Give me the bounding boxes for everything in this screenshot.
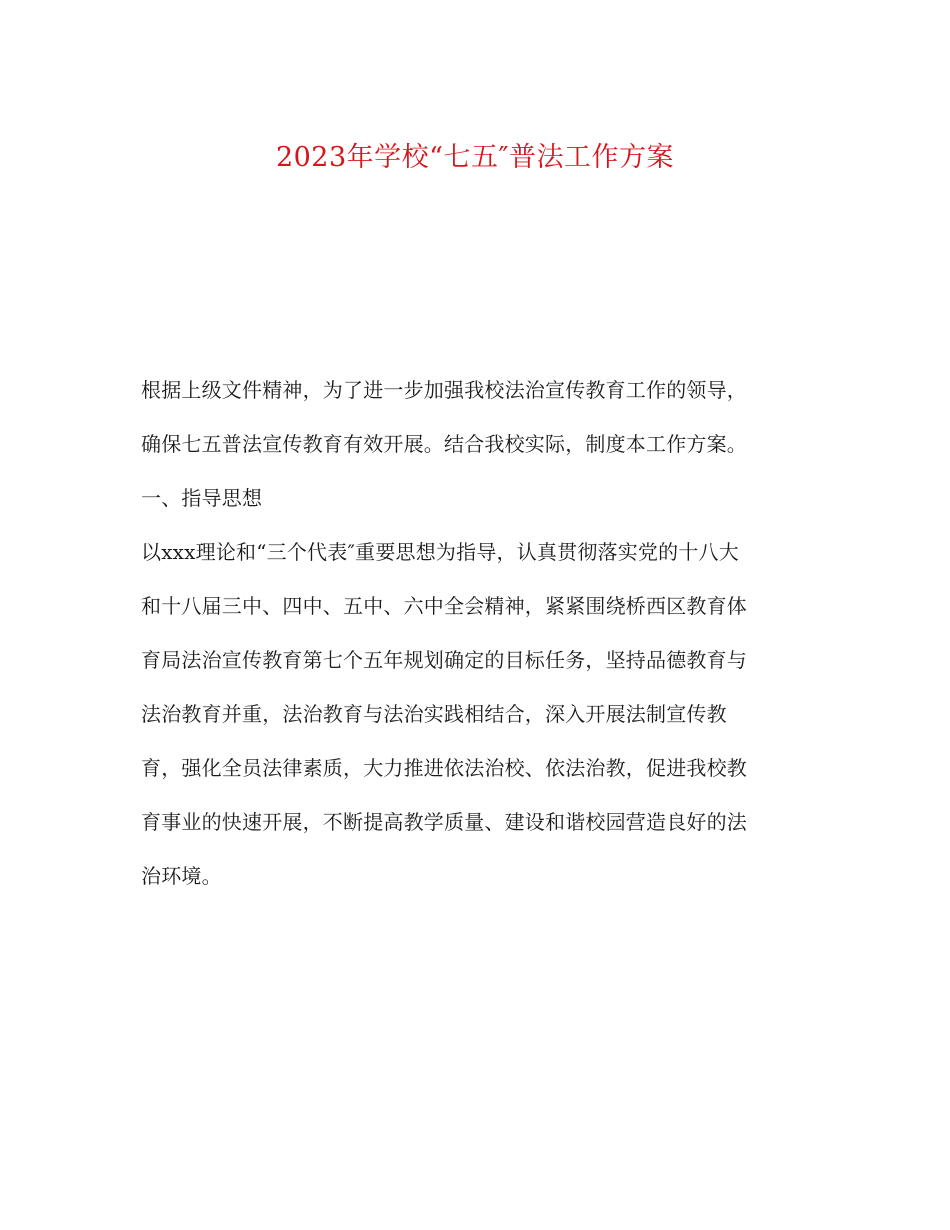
document-title: 2023年学校“七五″普法工作方案 bbox=[275, 142, 675, 173]
body-line: 育，强化全员法律素质，大力推进依法治校、依法治教，促进我校教 bbox=[141, 756, 747, 780]
body-line: 治环境。 bbox=[141, 864, 222, 888]
body-line: 以xxx理论和“三个代表″重要思想为指导，认真贯彻落实党的十八大 bbox=[141, 540, 739, 564]
body-line: 确保七五普法宣传教育有效开展。结合我校实际，制度本工作方案。 bbox=[141, 432, 747, 456]
body-line: 育局法治宣传教育第七个五年规划确定的目标任务，坚持品德教育与 bbox=[141, 648, 747, 672]
document-body bbox=[141, 370, 821, 910]
body-line: 育事业的快速开展，不断提高教学质量、建设和谐校园营造良好的法 bbox=[141, 810, 747, 834]
body-line: 法治教育并重，法治教育与法治实践相结合，深入开展法制宣传教 bbox=[141, 702, 727, 726]
body-line: 根据上级文件精神，为了进一步加强我校法治宣传教育工作的领导， bbox=[141, 378, 747, 402]
body-line: 和十八届三中、四中、五中、六中全会精神，紧紧围绕桥西区教育体 bbox=[141, 594, 747, 618]
section-heading: 一、指导思想 bbox=[141, 486, 263, 510]
